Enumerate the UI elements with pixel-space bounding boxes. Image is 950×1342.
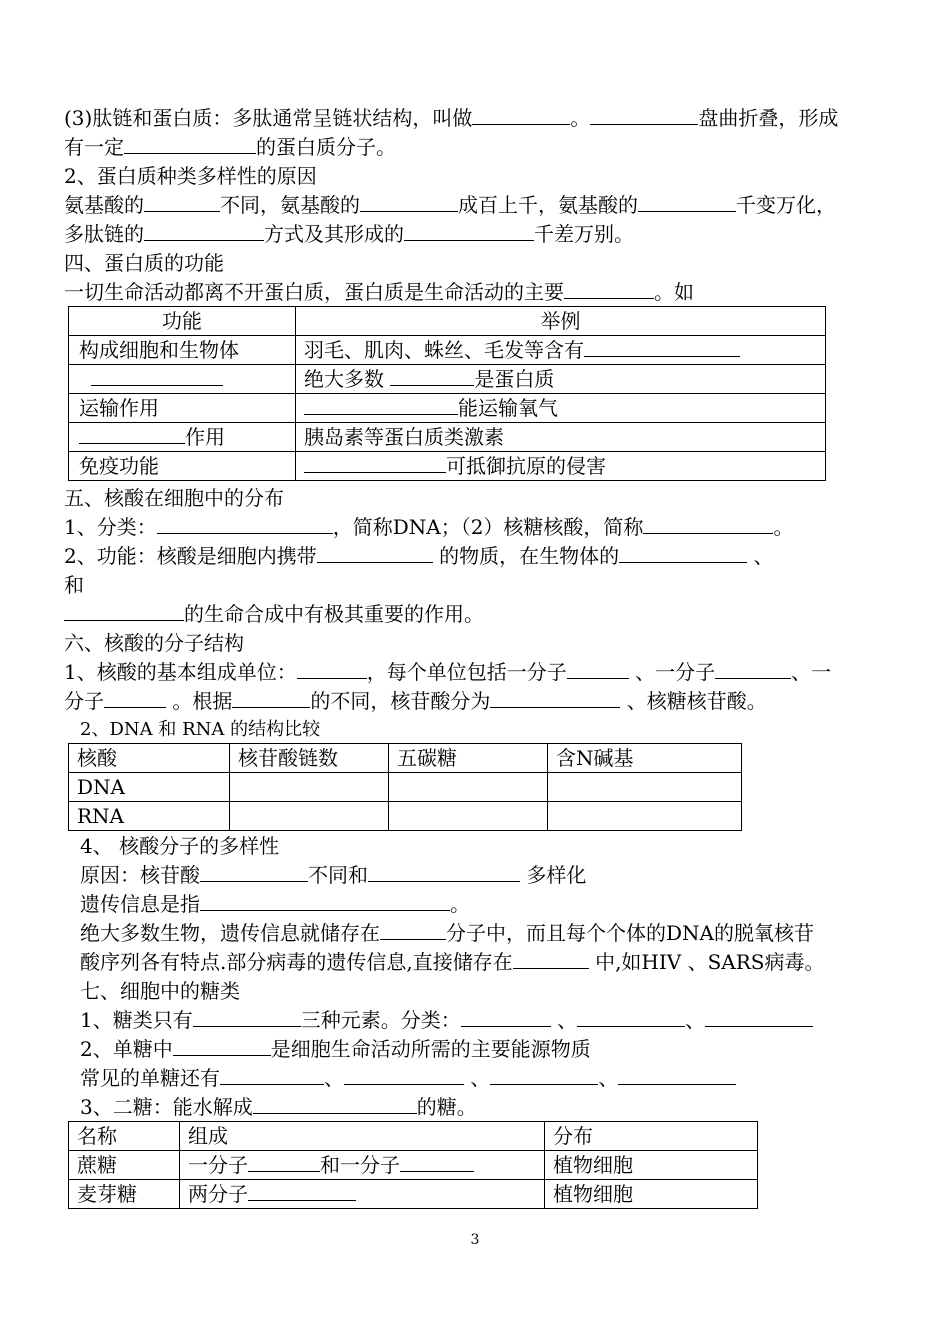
text: 、 <box>598 1066 619 1090</box>
text: 2、功能：核酸是细胞内携带 <box>64 544 317 568</box>
header-cell: 含N碱基 <box>548 744 742 773</box>
text-line <box>80 861 586 889</box>
blank[interactable] <box>173 1035 271 1056</box>
table-cell: 蔗糖 <box>69 1151 180 1180</box>
heading-dna-rna-comparison: 2、DNA 和 RNA 的结构比较 <box>80 719 321 740</box>
text: 方式及其形成的 <box>264 222 404 246</box>
table-cell <box>180 1151 545 1180</box>
text-line: 和 <box>64 573 84 597</box>
table-cell: 运输作用 <box>69 394 296 423</box>
table-cell: 麦芽糖 <box>69 1180 180 1209</box>
text: 一切生命活动都离不开蛋白质，蛋白质是生命活动的主要 <box>64 280 564 304</box>
text: 酸序列各有特点.部分病毒的遗传信息,直接储存在 <box>80 950 513 974</box>
blank[interactable] <box>564 278 654 299</box>
text: 的物质，在生物体的 <box>432 544 620 568</box>
text: 分子 <box>64 689 104 713</box>
blank[interactable] <box>715 658 791 679</box>
blank[interactable] <box>248 1151 320 1172</box>
text: 原因：核苷酸 <box>80 863 200 887</box>
blank[interactable] <box>705 1006 813 1027</box>
text: 可抵御抗原的侵害 <box>446 454 606 478</box>
blank[interactable] <box>104 687 166 708</box>
blank[interactable] <box>643 513 773 534</box>
text: 遗传信息是指 <box>80 892 200 916</box>
table-row <box>69 423 826 452</box>
blank[interactable] <box>619 542 747 563</box>
text-line <box>64 220 634 248</box>
blank[interactable] <box>220 1064 324 1085</box>
text: 羽毛、肌肉、蛛丝、毛发等含有 <box>304 338 584 362</box>
dna-rna-comparison-table <box>68 743 742 831</box>
text: 不同和 <box>308 863 368 887</box>
text: 氨基酸的 <box>64 193 144 217</box>
table-cell-empty[interactable] <box>389 802 548 831</box>
text-line <box>80 919 814 947</box>
text: 常见的单糖还有 <box>80 1066 220 1090</box>
table-cell-empty[interactable] <box>548 773 742 802</box>
table-row <box>69 773 742 802</box>
table-cell <box>296 452 826 481</box>
blank[interactable] <box>404 220 534 241</box>
text: 。根据 <box>166 689 233 713</box>
blank[interactable] <box>584 336 740 357</box>
text: 的生命合成中有极其重要的作用。 <box>184 602 484 626</box>
text: 千变万化， <box>736 193 836 217</box>
blank[interactable] <box>297 658 367 679</box>
table-cell: 免疫功能 <box>69 452 296 481</box>
blank[interactable] <box>472 104 570 125</box>
blank[interactable] <box>124 133 256 154</box>
text: 绝大多数 <box>304 367 391 391</box>
table-cell: 胰岛素等蛋白质类激素 <box>296 423 826 452</box>
table-cell: 植物细胞 <box>545 1180 758 1209</box>
text-line <box>64 687 767 715</box>
table-cell <box>180 1180 545 1209</box>
blank[interactable] <box>253 1093 417 1114</box>
blank[interactable] <box>232 687 310 708</box>
table-cell-empty[interactable] <box>389 773 548 802</box>
table-cell <box>296 365 826 394</box>
text-line <box>64 513 793 541</box>
text: 1、糖类只有 <box>80 1008 193 1032</box>
text-line <box>80 1064 736 1092</box>
blank[interactable] <box>91 365 223 386</box>
text: 。 <box>450 892 470 916</box>
text: 、核糖核苷酸。 <box>620 689 767 713</box>
heading-sugars: 七、细胞中的糖类 <box>80 979 240 1003</box>
table-cell <box>296 336 826 365</box>
table-cell <box>296 394 826 423</box>
text: 成百上千，氨基酸的 <box>458 193 638 217</box>
text: 是细胞生命活动所需的主要能源物质 <box>270 1037 591 1061</box>
blank[interactable] <box>79 423 185 444</box>
text-line <box>64 191 836 219</box>
blank[interactable] <box>638 191 736 212</box>
blank[interactable] <box>144 220 264 241</box>
text: 中,如HIV 、SARS病毒。 <box>588 950 825 974</box>
text: 、 <box>747 544 774 568</box>
text-line <box>64 658 831 686</box>
table-cell: DNA <box>69 773 230 802</box>
blank[interactable] <box>490 1064 598 1085</box>
text: 盘曲折叠，形成 <box>698 106 839 130</box>
text: ，每个单位包括一分子 <box>366 660 567 684</box>
text-line <box>64 133 396 161</box>
heading-protein-function: 四、蛋白质的功能 <box>64 251 224 275</box>
blank[interactable] <box>64 600 184 621</box>
text: 。 <box>773 515 794 539</box>
text: 、一分子 <box>628 660 716 684</box>
text: 不同，氨基酸的 <box>220 193 360 217</box>
heading-nucleic-structure: 六、核酸的分子结构 <box>64 631 244 655</box>
text: 3、二糖：能水解成 <box>80 1095 253 1119</box>
blank[interactable] <box>157 513 333 534</box>
text: 绝大多数生物，遗传信息就储存在 <box>80 921 380 945</box>
table-header-row <box>69 1122 758 1151</box>
blank[interactable] <box>390 365 474 386</box>
blank[interactable] <box>193 1006 301 1027</box>
text: 作用 <box>185 425 225 449</box>
header-cell: 功能 <box>69 307 296 336</box>
table-header-row <box>69 744 742 773</box>
protein-function-table <box>68 306 826 481</box>
header-cell: 五碳糖 <box>389 744 548 773</box>
header-cell: 核苷酸链数 <box>230 744 389 773</box>
blank[interactable] <box>144 191 220 212</box>
blank[interactable] <box>368 861 520 882</box>
table-cell-empty[interactable] <box>230 802 389 831</box>
text: 多肽链的 <box>64 222 144 246</box>
blank[interactable] <box>567 658 629 679</box>
blank[interactable] <box>344 1064 464 1085</box>
text-line <box>80 948 824 976</box>
text: 1、核酸的基本组成单位： <box>64 660 297 684</box>
table-header-row <box>69 307 826 336</box>
header-cell: 分布 <box>545 1122 758 1151</box>
text: 、 <box>685 1008 706 1032</box>
table-cell: 植物细胞 <box>545 1151 758 1180</box>
blank[interactable] <box>200 861 308 882</box>
blank[interactable] <box>200 890 450 911</box>
text: 。 <box>570 106 591 130</box>
text-line <box>64 542 773 570</box>
header-cell: 举例 <box>296 307 826 336</box>
table-row <box>69 336 826 365</box>
heading-nucleic-diversity: 4、 核酸分子的多样性 <box>80 834 280 858</box>
text-line <box>64 600 484 628</box>
blank[interactable] <box>248 1180 356 1201</box>
blank[interactable] <box>461 1006 551 1027</box>
text: ，简称DNA；（2）核糖核酸，简称 <box>332 515 644 539</box>
text-line <box>80 1093 477 1121</box>
table-row <box>69 1151 758 1180</box>
header-cell: 核酸 <box>69 744 230 773</box>
text: 、 <box>324 1066 344 1090</box>
text: 2、单糖中 <box>80 1037 173 1061</box>
table-cell <box>69 365 296 394</box>
text: 能运输氧气 <box>458 396 558 420</box>
table-row <box>69 394 826 423</box>
heading-nucleic-distribution: 五、核酸在细胞中的分布 <box>64 486 284 510</box>
header-cell: 组成 <box>180 1122 545 1151</box>
table-cell-empty[interactable] <box>548 802 742 831</box>
text: 、 <box>464 1066 491 1090</box>
blank[interactable] <box>618 1064 736 1085</box>
page-number: 3 <box>470 1232 480 1248</box>
blank[interactable] <box>490 687 620 708</box>
text: 三种元素。分类： <box>300 1008 461 1032</box>
text: 有一定 <box>64 135 124 159</box>
text: (3)肽链和蛋白质：多肽通常呈链状结构，叫做 <box>64 106 473 130</box>
table-cell: RNA <box>69 802 230 831</box>
disaccharide-table <box>68 1121 758 1209</box>
table-row <box>69 365 826 394</box>
text: 一分子 <box>188 1153 248 1177</box>
text: 千差万别。 <box>534 222 634 246</box>
table-row <box>69 452 826 481</box>
table-cell <box>69 423 296 452</box>
table-row <box>69 1180 758 1209</box>
text-line-peptide <box>64 104 838 132</box>
text: 。如 <box>654 280 694 304</box>
blank[interactable] <box>304 452 446 473</box>
blank[interactable] <box>360 191 458 212</box>
blank[interactable] <box>590 104 698 125</box>
header-cell: 名称 <box>69 1122 180 1151</box>
table-row <box>69 802 742 831</box>
table-cell-empty[interactable] <box>230 773 389 802</box>
blank[interactable] <box>577 1006 685 1027</box>
table-cell: 构成细胞和生物体 <box>69 336 296 365</box>
text: 、一 <box>791 660 832 684</box>
blank[interactable] <box>304 394 458 415</box>
text: 的蛋白质分子。 <box>256 135 396 159</box>
text-line <box>64 278 694 306</box>
text-line <box>80 1035 591 1063</box>
text: 的糖。 <box>416 1095 477 1119</box>
text-line <box>80 890 470 918</box>
text: 两分子 <box>188 1182 248 1206</box>
text: 是蛋白质 <box>474 367 555 391</box>
text: 1、分类： <box>64 515 157 539</box>
text: 和一分子 <box>320 1153 400 1177</box>
heading-protein-diversity: 2、蛋白质种类多样性的原因 <box>64 164 317 188</box>
text: 多样化 <box>520 863 587 887</box>
blank[interactable] <box>513 948 589 969</box>
blank[interactable] <box>380 919 446 940</box>
text-line <box>80 1006 813 1034</box>
text: 、 <box>550 1008 578 1032</box>
blank[interactable] <box>317 542 433 563</box>
text: 的不同，核苷酸分为 <box>310 689 491 713</box>
text: 分子中，而且每个个体的DNA的脱氧核苷 <box>446 921 814 945</box>
blank[interactable] <box>400 1151 474 1172</box>
